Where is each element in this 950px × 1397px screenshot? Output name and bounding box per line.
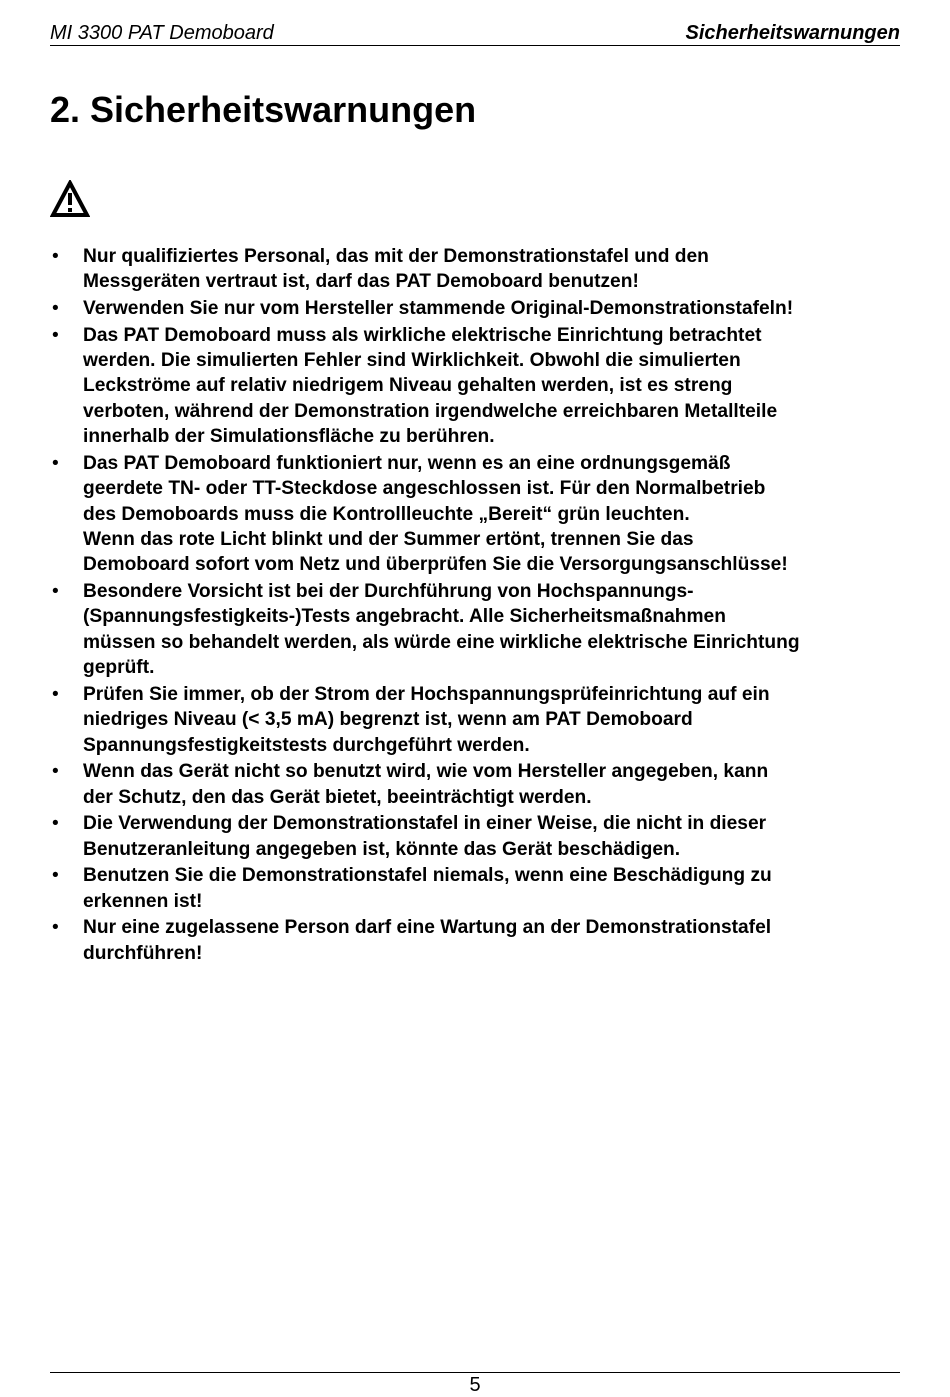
section-title: 2. Sicherheitswarnungen (50, 89, 477, 130)
warning-text: Das PAT Demoboard funktioniert nur, wenn es an eine ordnungsgemäß geerdete TN- oder TT-Steckdose angeschlossen ist. Für den Normalbetrieb des Demoboards muss die Kontrollleuchte „Bereit“ grün leuchten. Wenn das rote Licht blinkt und der Summer ertönt, trennen Sie das Demoboard sofort vom Netz und überprüfen Sie die Versorgungsanschlüsse! (83, 452, 788, 576)
list-item (50, 863, 910, 914)
bullet-icon: • (52, 683, 59, 705)
bullet-icon: • (52, 917, 59, 939)
bullet-icon: • (52, 298, 59, 319)
list-item (50, 323, 910, 450)
warning-text: Das PAT Demoboard muss als wirkliche elektrische Einrichtung betrachtet werden. Die simulierten Fehler sind Wirklichkeit. Obwohl die simulierten Leckströme auf relativ niedrigem Niveau gehalten werden, ist es streng verboten, während der Demonstration irgendwelche erreichbaren Metallteile innerhalb der Simulationsfläche zu berühren. (83, 324, 778, 448)
bullet-icon: • (52, 761, 59, 783)
list-item (50, 915, 910, 966)
warning-text: Nur eine zugelassene Person darf eine Wartung an der Demonstrationstafel durchführen! (83, 917, 772, 964)
header-section-title: Sicherheitswarnungen (685, 22, 900, 44)
page-footer (50, 1372, 900, 1397)
page-header (50, 18, 900, 46)
warning-triangle-icon (50, 180, 90, 218)
warning-text: Besondere Vorsicht ist bei der Durchführung von Hochspannungs- (Spannungsfestigkeits-)Tests angebracht. Alle Sicherheitsmaßnahmen müssen so behandelt werden, als würde eine wirkliche elektrische Einrichtung geprüft. (83, 581, 800, 679)
list-item (50, 811, 910, 862)
warning-text: Nur qualifiziertes Personal, das mit der Demonstrationstafel und den Messgeräten vertraut ist, darf das PAT Demoboard benutzen! (83, 246, 709, 293)
list-item (50, 682, 910, 758)
page-number: 5 (469, 1374, 481, 1396)
safety-warnings-list (50, 244, 910, 967)
list-item (50, 759, 910, 810)
bullet-icon: • (52, 813, 59, 835)
list-item (50, 296, 910, 321)
bullet-icon: • (52, 324, 59, 346)
list-item (50, 244, 910, 295)
list-item (50, 579, 910, 681)
warning-text: Benutzen Sie die Demonstrationstafel niemals, wenn eine Beschädigung zu erkennen ist! (83, 865, 772, 912)
warning-text: Wenn das Gerät nicht so benutzt wird, wie vom Hersteller angegeben, kann der Schutz, den das Gerät bietet, beeinträchtigt werden. (83, 761, 769, 808)
bullet-icon: • (52, 865, 59, 887)
bullet-icon: • (52, 581, 59, 603)
list-item (50, 451, 910, 578)
header-document-title: MI 3300 PAT Demoboard (50, 22, 274, 44)
warning-text: Verwenden Sie nur vom Hersteller stammende Original-Demonstrationstafeln! (83, 298, 794, 319)
bullet-icon: • (52, 246, 59, 267)
warning-text: Prüfen Sie immer, ob der Strom der Hochspannungsprüfeinrichtung auf ein niedriges Niveau (< 3,5 mA) begrenzt ist, wenn am PAT Demoboard Spannungsfestigkeitstests durchgeführt werden. (83, 683, 770, 756)
bullet-icon: • (52, 452, 59, 474)
warning-text: Die Verwendung der Demonstrationstafel in einer Weise, die nicht in dieser Benutzeranleitung angegeben ist, könnte das Gerät beschädigen. (83, 813, 767, 860)
